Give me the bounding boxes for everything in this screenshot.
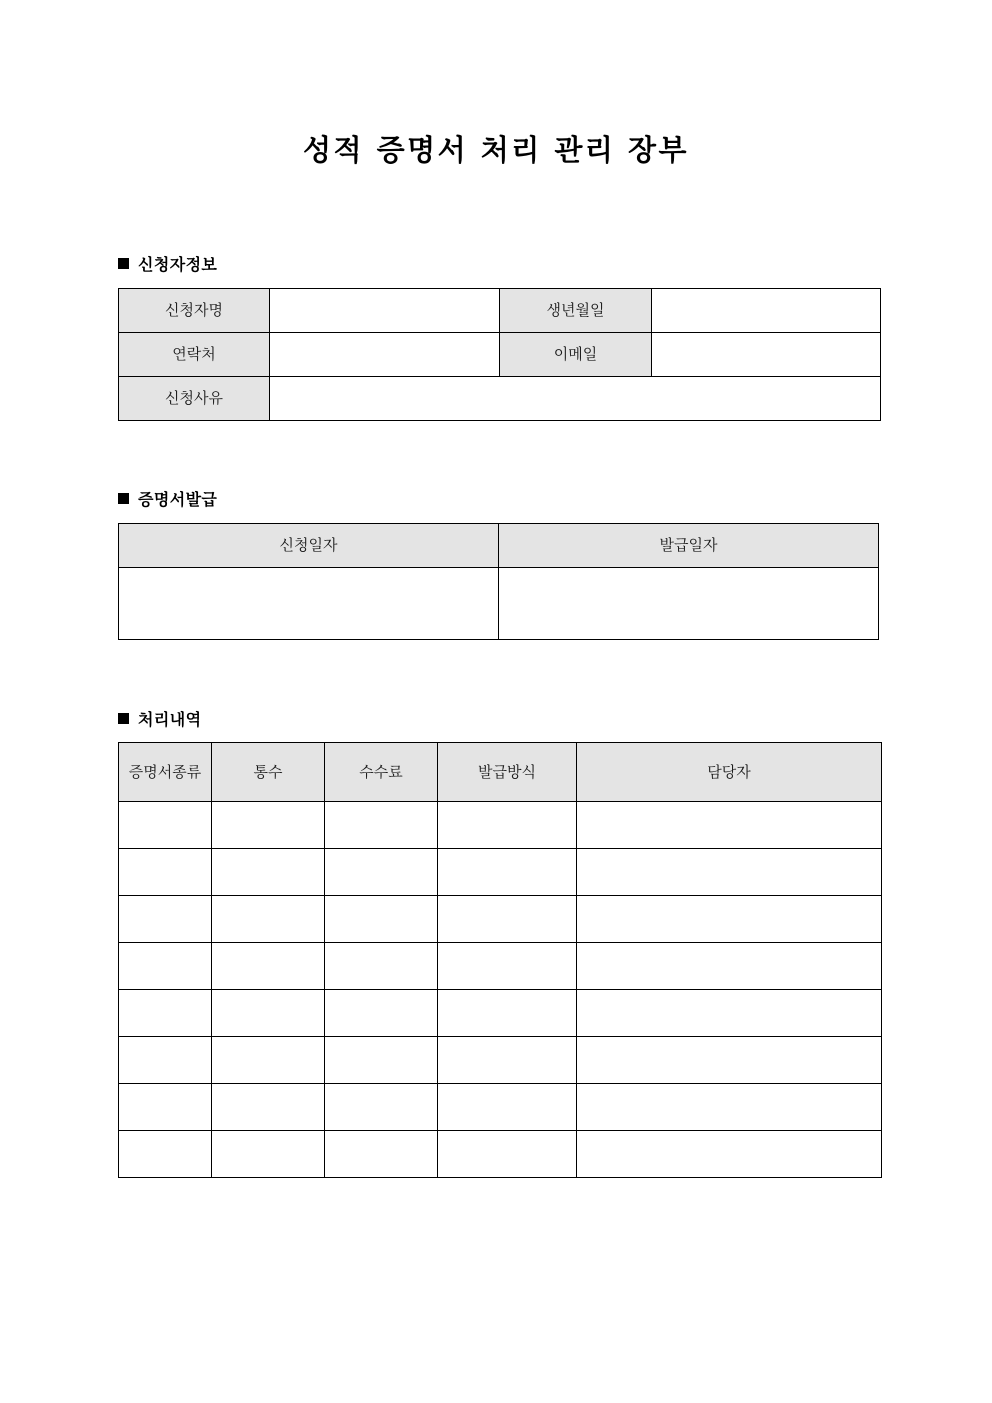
bullet-square-icon [118, 713, 129, 724]
table-row [119, 377, 881, 421]
cell-person-in-charge[interactable] [577, 802, 882, 849]
column-header-issue-method: 발급방식 [438, 743, 577, 802]
cell-person-in-charge[interactable] [577, 943, 882, 990]
cell-issue-method[interactable] [438, 849, 577, 896]
cell-fee[interactable] [325, 1084, 438, 1131]
cell-copies[interactable] [212, 1037, 325, 1084]
cell-copies[interactable] [212, 943, 325, 990]
table-row [119, 943, 882, 990]
cell-issue-method[interactable] [438, 990, 577, 1037]
column-header-person-in-charge: 담당자 [577, 743, 882, 802]
section-heading-label: 처리내역 [138, 710, 202, 729]
cell-person-in-charge[interactable] [577, 990, 882, 1037]
table-row [119, 1037, 882, 1084]
field-label-birthdate: 생년월일 [500, 289, 652, 333]
cell-issue-method[interactable] [438, 896, 577, 943]
cell-fee[interactable] [325, 943, 438, 990]
field-value-birthdate[interactable] [652, 289, 881, 333]
cell-fee[interactable] [325, 1037, 438, 1084]
field-value-contact[interactable] [270, 333, 500, 377]
processing-details-table [118, 742, 882, 1178]
cell-person-in-charge[interactable] [577, 849, 882, 896]
column-header-fee: 수수료 [325, 743, 438, 802]
certificate-issue-table [118, 523, 879, 640]
cell-copies[interactable] [212, 802, 325, 849]
cell-copies[interactable] [212, 1131, 325, 1178]
cell-fee[interactable] [325, 849, 438, 896]
cell-certificate-type[interactable] [119, 802, 212, 849]
column-header-certificate-type: 증명서종류 [119, 743, 212, 802]
cell-certificate-type[interactable] [119, 1037, 212, 1084]
cell-certificate-type[interactable] [119, 896, 212, 943]
table-row [119, 289, 881, 333]
bullet-square-icon [118, 493, 129, 504]
section-heading-label: 증명서발급 [138, 490, 218, 509]
cell-copies[interactable] [212, 990, 325, 1037]
cell-certificate-type[interactable] [119, 1084, 212, 1131]
field-label-applicant-name: 신청자명 [119, 289, 270, 333]
cell-issue-method[interactable] [438, 1037, 577, 1084]
field-label-email: 이메일 [500, 333, 652, 377]
bullet-square-icon [118, 258, 129, 269]
table-row [119, 896, 882, 943]
column-header-request-date: 신청일자 [119, 524, 499, 568]
column-header-copies: 통수 [212, 743, 325, 802]
column-header-issue-date: 발급일자 [499, 524, 879, 568]
field-value-request-reason[interactable] [270, 377, 881, 421]
cell-certificate-type[interactable] [119, 1131, 212, 1178]
cell-copies[interactable] [212, 896, 325, 943]
page-title: 성적 증명서 처리 관리 장부 [302, 133, 690, 167]
table-row [119, 1131, 882, 1178]
cell-issue-method[interactable] [438, 802, 577, 849]
field-value-email[interactable] [652, 333, 881, 377]
cell-person-in-charge[interactable] [577, 896, 882, 943]
cell-certificate-type[interactable] [119, 990, 212, 1037]
section-heading-certificate-issue [118, 487, 217, 510]
cell-fee[interactable] [325, 990, 438, 1037]
applicant-info-table [118, 288, 881, 421]
cell-certificate-type[interactable] [119, 849, 212, 896]
cell-issue-method[interactable] [438, 1131, 577, 1178]
cell-fee[interactable] [325, 896, 438, 943]
field-value-applicant-name[interactable] [270, 289, 500, 333]
cell-person-in-charge[interactable] [577, 1131, 882, 1178]
cell-issue-method[interactable] [438, 943, 577, 990]
table-row [119, 568, 879, 640]
cell-fee[interactable] [325, 1131, 438, 1178]
cell-fee[interactable] [325, 802, 438, 849]
table-header-row [119, 524, 879, 568]
cell-person-in-charge[interactable] [577, 1037, 882, 1084]
section-heading-processing-details [118, 707, 201, 730]
table-header-row [119, 743, 882, 802]
field-label-request-reason: 신청사유 [119, 377, 270, 421]
cell-request-date[interactable] [119, 568, 499, 640]
cell-copies[interactable] [212, 849, 325, 896]
cell-certificate-type[interactable] [119, 943, 212, 990]
cell-person-in-charge[interactable] [577, 1084, 882, 1131]
table-row [119, 802, 882, 849]
cell-issue-date[interactable] [499, 568, 879, 640]
table-row [119, 333, 881, 377]
table-row [119, 1084, 882, 1131]
section-heading-label: 신청자정보 [138, 255, 218, 274]
field-label-contact: 연락처 [119, 333, 270, 377]
cell-issue-method[interactable] [438, 1084, 577, 1131]
cell-copies[interactable] [212, 1084, 325, 1131]
table-row [119, 990, 882, 1037]
section-heading-applicant-info [118, 252, 217, 275]
table-row [119, 849, 882, 896]
